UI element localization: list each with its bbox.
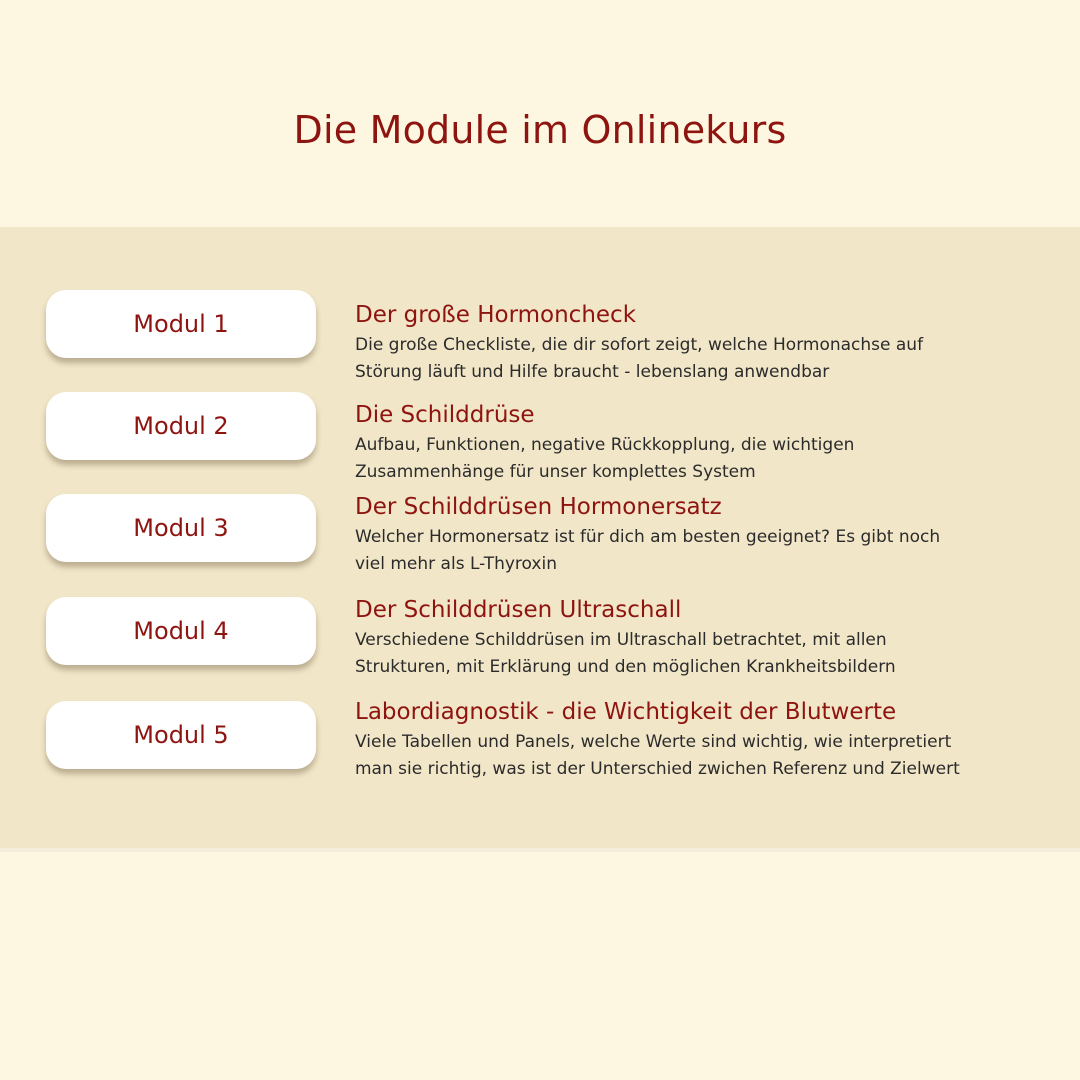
module-1-desc-line-1: Die große Checkliste, die dir sofort zeigt, welche Hormonachse auf <box>355 335 924 355</box>
module-3-desc-line-1: Welcher Hormonersatz ist für dich am besten geeignet? Es gibt noch <box>355 527 941 547</box>
module-5-description <box>355 729 1055 783</box>
page-title: Die Module im Onlinekurs <box>293 108 787 152</box>
module-5-desc-line-2: man sie richtig, was ist der Unterschied zwichen Referenz und Zielwert <box>355 759 960 779</box>
module-4-description <box>355 627 1055 681</box>
module-4-desc-line-1: Verschiedene Schilddrüsen im Ultraschall betrachtet, mit allen <box>355 630 887 650</box>
module-1-desc-line-2: Störung läuft und Hilfe braucht - lebenslang anwendbar <box>355 362 830 382</box>
panel-divider <box>0 848 1080 852</box>
module-5-info <box>355 697 1055 783</box>
module-1-title: Der große Hormoncheck <box>355 302 637 328</box>
module-3-button[interactable]: Modul 3 <box>46 494 316 562</box>
module-4-info <box>355 595 1055 681</box>
module-2-info <box>355 400 1055 486</box>
module-2-desc-line-2: Zusammenhänge für unser komplettes System <box>355 462 756 482</box>
module-5-desc-line-1: Viele Tabellen und Panels, welche Werte sind wichtig, wie interpretiert <box>355 732 952 752</box>
module-2-desc-line-1: Aufbau, Funktionen, negative Rückkopplung, die wichtigen <box>355 435 855 455</box>
module-3-desc-line-2: viel mehr als L-Thyroxin <box>355 554 557 574</box>
module-5-button[interactable]: Modul 5 <box>46 701 316 769</box>
module-1-description <box>355 332 1055 386</box>
module-2-title: Die Schilddrüse <box>355 402 535 428</box>
module-3-title: Der Schilddrüsen Hormonersatz <box>355 494 722 520</box>
module-1-button[interactable]: Modul 1 <box>46 290 316 358</box>
module-4-desc-line-2: Strukturen, mit Erklärung und den möglichen Krankheitsbildern <box>355 657 896 677</box>
module-4-button[interactable]: Modul 4 <box>46 597 316 665</box>
module-4-title: Der Schilddrüsen Ultraschall <box>355 597 682 623</box>
module-2-button[interactable]: Modul 2 <box>46 392 316 460</box>
module-5-title: Labordiagnostik - die Wichtigkeit der Blutwerte <box>355 699 897 725</box>
module-3-description <box>355 524 1055 578</box>
module-1-info <box>355 300 1055 386</box>
module-3-info <box>355 492 1055 578</box>
module-2-description <box>355 432 1055 486</box>
